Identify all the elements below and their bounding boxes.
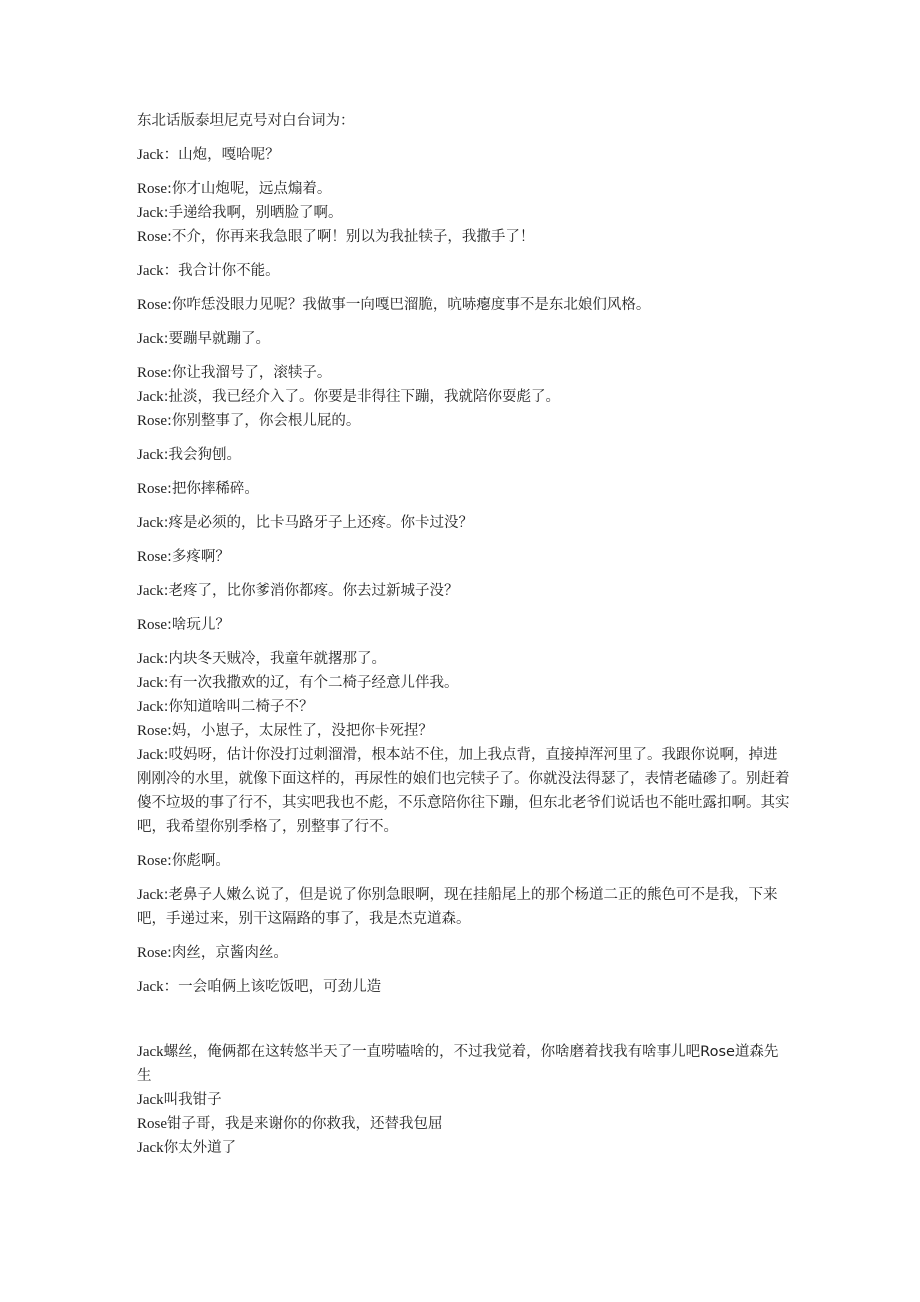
speaker-name: Rose bbox=[137, 297, 167, 313]
speaker-name: Jack bbox=[137, 699, 164, 715]
speaker-name: Jack bbox=[137, 675, 164, 691]
dialogue-line bbox=[137, 647, 792, 671]
speaker-name: Rose bbox=[137, 617, 167, 633]
line-text: 妈，小崽子，太尿性了，没把你卡死捏？ bbox=[171, 723, 433, 739]
speaker-separator: : bbox=[163, 389, 169, 405]
dialogue-line bbox=[137, 259, 792, 283]
line-text: 老鼻子人嫩么说了，但是说了你别急眼啊，现在挂船尾上的那个杨道二正的熊色可不是我，下来吧，手递过来，别干这隔路的事了，我是杰克道森。 bbox=[137, 887, 778, 927]
line-text: 哎妈呀，估计你没打过刺溜滑，根本站不住，加上我点背，直接掉浑河里了。我跟你说啊，掉进刚刚冷的水里，就像下面这样的，再尿性的娘们也完犊子了。你就没法得瑟了，表情老磕碜了。别赶着傻不垃圾的事了行不，其实吧我也不彪，不乐意陪你往下蹦，但东北老爷们说话也不能吐露扣啊。其实吧，我希望你别季格了，别整事了行不。 bbox=[137, 747, 790, 835]
speaker-name: Rose bbox=[137, 723, 167, 739]
speaker-name: Rose bbox=[137, 945, 167, 961]
line-text: 钳子哥，我是来谢你的你救我，还替我包屈 bbox=[167, 1116, 443, 1132]
line-text: 肉丝，京酱肉丝。 bbox=[171, 945, 288, 961]
line-text: 你让我溜号了，滚犊子。 bbox=[171, 365, 332, 381]
speaker-separator: : bbox=[163, 699, 169, 715]
line-text: 一会咱俩上该吃饭吧，可劲儿造 bbox=[178, 979, 382, 995]
speaker-name: Jack bbox=[137, 1044, 164, 1060]
line-text: 扯淡，我已经介入了。你要是非得往下蹦，我就陪你耍彪了。 bbox=[168, 389, 561, 405]
dialogue-block-bottom bbox=[137, 1040, 792, 1160]
line-text: 叫我钳子 bbox=[163, 1092, 222, 1108]
speaker-name: Rose bbox=[137, 365, 167, 381]
speaker-name: Rose bbox=[137, 1116, 167, 1132]
line-text: 手递给我啊，别晒脸了啊。 bbox=[168, 205, 343, 221]
speaker-separator: : bbox=[167, 549, 172, 565]
speaker-name: Jack bbox=[137, 651, 164, 667]
speaker-separator: : bbox=[167, 481, 172, 497]
speaker-separator: : bbox=[163, 205, 169, 221]
dialogue-line bbox=[137, 1088, 792, 1112]
dialogue-line bbox=[137, 695, 792, 719]
line-text: 你知道啥叫二椅子不？ bbox=[168, 699, 314, 715]
dialogue-line bbox=[137, 579, 792, 603]
speaker-name: Jack bbox=[137, 447, 164, 463]
dialogue-line bbox=[137, 511, 792, 535]
dialogue-line bbox=[137, 177, 792, 201]
line-text: 螺丝，俺俩都在这转悠半天了一直唠嗑啥的，不过我觉着，你啥磨着找我有啥事儿吧Rose道森先生 bbox=[137, 1044, 779, 1084]
speaker-separator: : bbox=[167, 181, 172, 197]
speaker-separator: : bbox=[163, 651, 169, 667]
bottom-dialogue-lines bbox=[137, 1040, 792, 1160]
speaker-name: Rose bbox=[137, 413, 167, 429]
speaker-separator: : bbox=[167, 365, 172, 381]
document-title: 东北话版泰坦尼克号对白台词为： bbox=[137, 113, 355, 129]
line-text: 啥玩儿？ bbox=[171, 617, 230, 633]
dialogue-lines bbox=[137, 143, 792, 999]
speaker-separator: : bbox=[167, 945, 172, 961]
dialogue-line bbox=[137, 409, 792, 433]
speaker-name: Jack bbox=[137, 331, 164, 347]
speaker-name: Jack bbox=[137, 887, 164, 903]
line-text: 不介，你再来我急眼了啊！别以为我扯犊子，我撒手了！ bbox=[171, 229, 535, 245]
dialogue-line bbox=[137, 361, 792, 385]
speaker-separator: : bbox=[167, 723, 172, 739]
speaker-separator: : bbox=[167, 229, 172, 245]
dialogue-line bbox=[137, 385, 792, 409]
dialogue-line bbox=[137, 477, 792, 501]
speaker-name: Rose bbox=[137, 481, 167, 497]
speaker-name: Rose bbox=[137, 853, 167, 869]
line-text: 内块冬天贼冷，我童年就撂那了。 bbox=[168, 651, 387, 667]
line-text: 把你摔稀碎。 bbox=[171, 481, 259, 497]
line-text: 多疼啊？ bbox=[171, 549, 230, 565]
speaker-name: Jack bbox=[137, 1092, 164, 1108]
speaker-separator: : bbox=[163, 583, 169, 599]
speaker-name: Jack bbox=[137, 263, 164, 279]
dialogue-line bbox=[137, 1112, 792, 1136]
line-text: 老疼了，比你爹消你都疼。你去过新城子没？ bbox=[168, 583, 459, 599]
dialogue-line bbox=[137, 743, 792, 839]
speaker-separator: : bbox=[167, 617, 172, 633]
speaker-name: Jack bbox=[137, 979, 164, 995]
speaker-name: Jack bbox=[137, 515, 164, 531]
line-text: 疼是必须的，比卡马路牙子上还疼。你卡过没？ bbox=[168, 515, 474, 531]
speaker-separator: : bbox=[167, 853, 172, 869]
speaker-name: Rose bbox=[137, 229, 167, 245]
line-text: 有一次我撒欢的辽，有个二椅子经意儿伴我。 bbox=[168, 675, 459, 691]
line-text: 你彪啊。 bbox=[171, 853, 230, 869]
speaker-separator: ： bbox=[163, 147, 179, 163]
speaker-name: Rose bbox=[137, 181, 167, 197]
speaker-separator: : bbox=[163, 331, 169, 347]
speaker-separator: : bbox=[163, 675, 169, 691]
line-text: 你太外道了 bbox=[163, 1140, 237, 1156]
dialogue-line bbox=[137, 201, 792, 225]
speaker-name: Jack bbox=[137, 389, 164, 405]
dialogue-block bbox=[137, 109, 792, 999]
speaker-separator: : bbox=[167, 413, 172, 429]
dialogue-line bbox=[137, 975, 792, 999]
speaker-name: Rose bbox=[137, 549, 167, 565]
dialogue-line bbox=[137, 545, 792, 569]
speaker-separator: : bbox=[163, 747, 169, 763]
dialogue-line bbox=[137, 849, 792, 873]
line-text: 你才山炮呢，远点煽着。 bbox=[171, 181, 332, 197]
dialogue-line bbox=[137, 1136, 792, 1160]
line-text: 要蹦早就蹦了。 bbox=[168, 331, 271, 347]
dialogue-line bbox=[137, 225, 792, 249]
speaker-name: Jack bbox=[137, 1140, 164, 1156]
speaker-separator: : bbox=[167, 297, 172, 313]
speaker-separator: ： bbox=[163, 979, 179, 995]
dialogue-line bbox=[137, 1040, 792, 1088]
dialogue-line bbox=[137, 443, 792, 467]
dialogue-line bbox=[137, 327, 792, 351]
speaker-separator: : bbox=[163, 447, 169, 463]
line-text: 你咋恁没眼力见呢？我做事一向嘎巴溜脆，吭哧瘪度事不是东北娘们风格。 bbox=[171, 297, 651, 313]
speaker-separator: ： bbox=[163, 263, 179, 279]
speaker-name: Jack bbox=[137, 147, 164, 163]
dialogue-line bbox=[137, 293, 792, 317]
speaker-name: Jack bbox=[137, 583, 164, 599]
dialogue-line bbox=[137, 671, 792, 695]
dialogue-line bbox=[137, 143, 792, 167]
line-text: 我会狗刨。 bbox=[168, 447, 242, 463]
line-text: 你别整事了，你会根儿屁的。 bbox=[171, 413, 361, 429]
dialogue-line bbox=[137, 719, 792, 743]
dialogue-line bbox=[137, 613, 792, 637]
speaker-name: Jack bbox=[137, 205, 164, 221]
dialogue-line bbox=[137, 883, 792, 931]
speaker-separator: : bbox=[163, 887, 169, 903]
speaker-separator: : bbox=[163, 515, 169, 531]
speaker-name: Jack bbox=[137, 747, 164, 763]
dialogue-line bbox=[137, 941, 792, 965]
line-text: 我合计你不能。 bbox=[178, 263, 280, 279]
line-text: 山炮，嘎哈呢？ bbox=[178, 147, 280, 163]
